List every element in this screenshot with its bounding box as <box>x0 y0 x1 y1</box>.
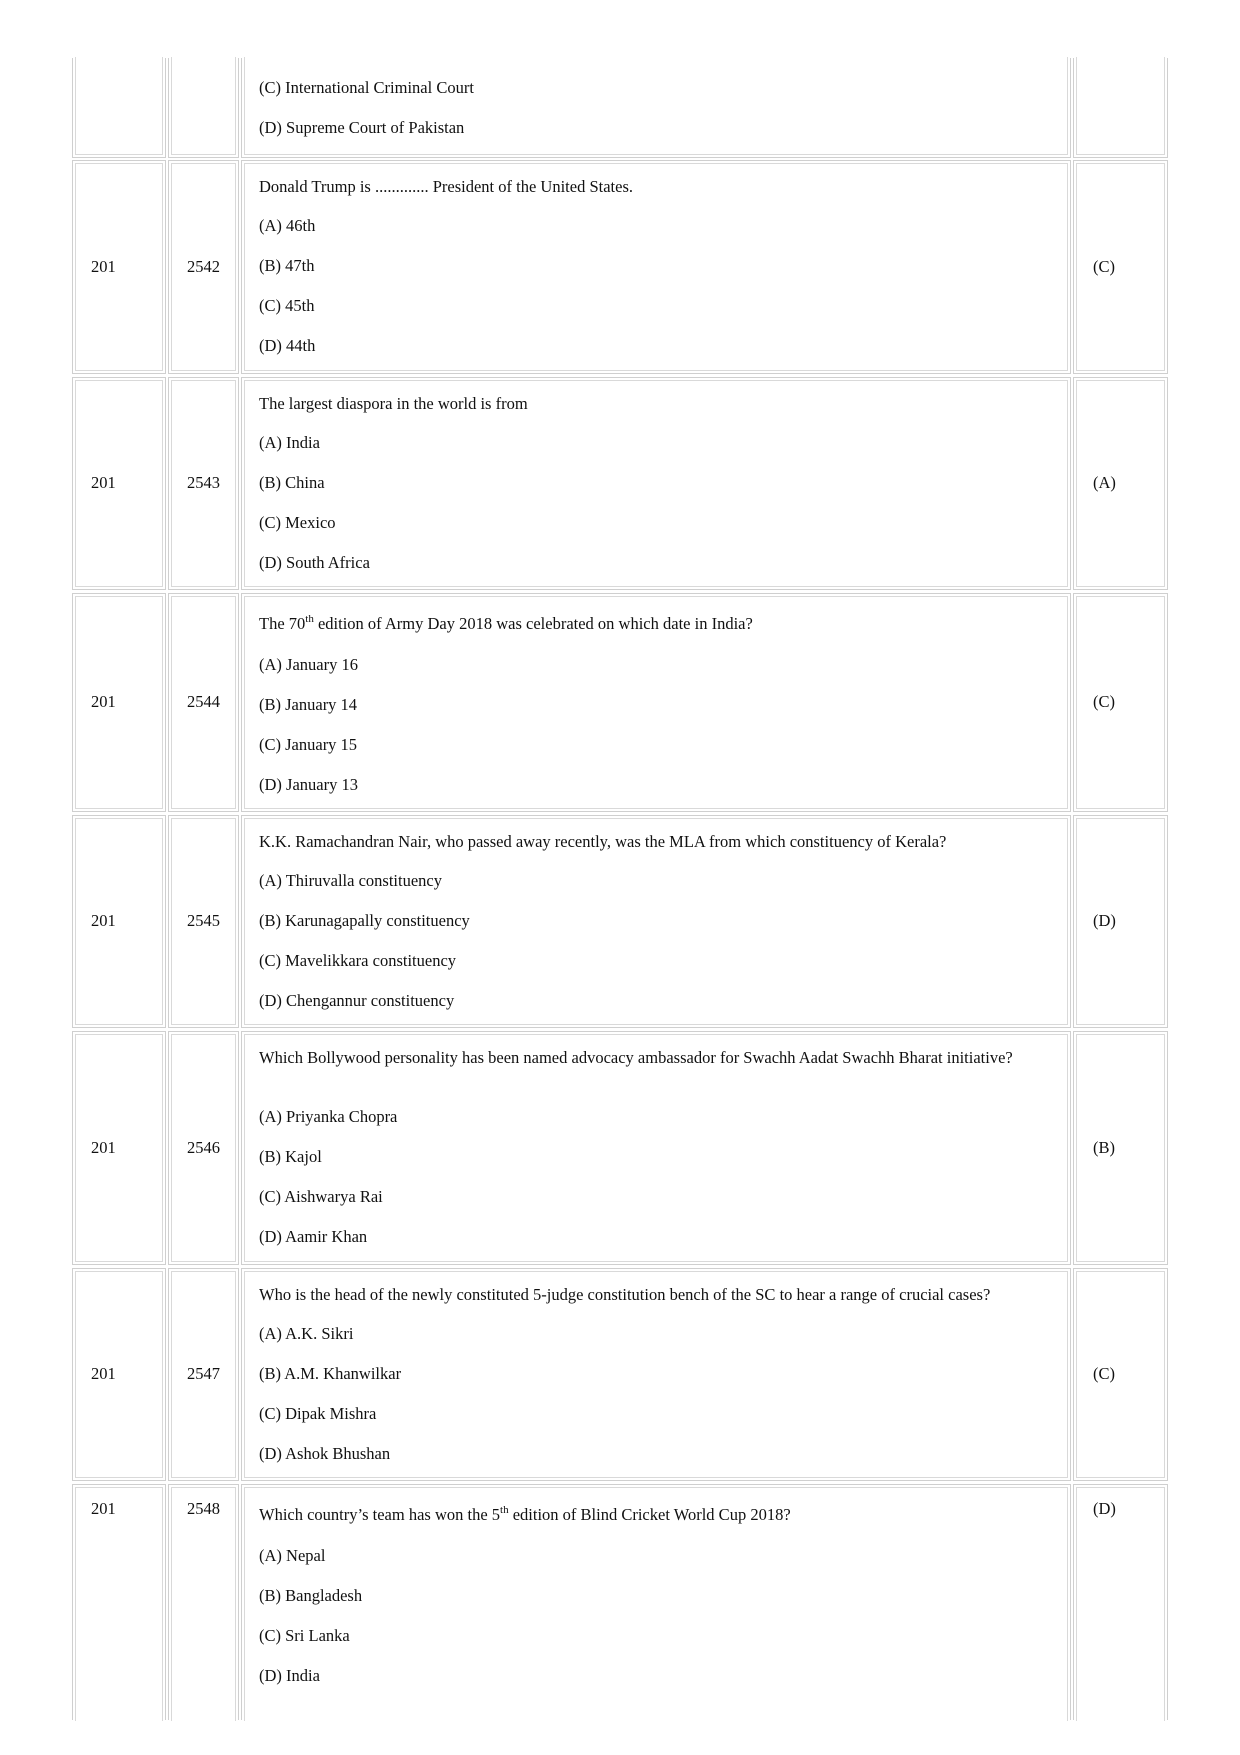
cell-question-number <box>168 593 239 812</box>
cell-answer <box>1073 815 1168 1028</box>
question-text: Who is the head of the newly constituted 5-judge constitution bench of the SC to hear a range of crucial cases? <box>259 1285 991 1304</box>
option-a: (A) Priyanka Chopra <box>259 1107 398 1126</box>
cell-question-number <box>168 58 239 158</box>
answer-value: (A) <box>1093 473 1116 492</box>
option-a: (A) Thiruvalla constituency <box>259 871 442 890</box>
cell-answer <box>1073 160 1168 374</box>
cell-answer <box>1073 58 1168 158</box>
question-number: 2543 <box>187 473 220 492</box>
option-c: (C) Mexico <box>259 513 336 532</box>
cell-code <box>72 377 166 590</box>
option-b: (B) Bangladesh <box>259 1586 363 1605</box>
cell-code <box>72 1031 166 1265</box>
code-value: 201 <box>91 1364 116 1383</box>
cell-answer <box>1073 1484 1168 1720</box>
question-number: 2544 <box>187 692 220 711</box>
option-c: (C) Mavelikkara constituency <box>259 951 457 970</box>
question-number: 2545 <box>187 911 220 930</box>
option-b: (B) Karunagapally constituency <box>259 911 470 930</box>
question-number: 2542 <box>187 257 220 276</box>
cell-question <box>241 593 1071 812</box>
cell-question-number <box>168 1031 239 1265</box>
option-d: (D) South Africa <box>259 553 370 572</box>
cell-code <box>72 1268 166 1481</box>
option-c: (C) Aishwarya Rai <box>259 1187 383 1206</box>
code-value: 201 <box>91 911 116 930</box>
cell-answer <box>1073 377 1168 590</box>
option-c: (C) International Criminal Court <box>259 78 474 97</box>
ordinal-superscript: th <box>500 1503 509 1516</box>
question-text: Which country’s team has won the 5th edition of Blind Cricket World Cup 2018? <box>259 1503 791 1524</box>
cell-question <box>241 815 1071 1028</box>
cell-question-number <box>168 160 239 374</box>
cell-question-number <box>168 815 239 1028</box>
answer-value: (C) <box>1093 692 1115 711</box>
cell-code <box>72 593 166 812</box>
answer-value: (D) <box>1093 1499 1116 1518</box>
answer-value: (B) <box>1093 1138 1115 1157</box>
cell-question-number <box>168 1268 239 1481</box>
question-text: Donald Trump is ............. President of the United States. <box>259 177 633 196</box>
option-a: (A) January 16 <box>259 655 358 674</box>
option-c: (C) 45th <box>259 296 315 315</box>
cell-answer <box>1073 1268 1168 1481</box>
code-value: 201 <box>91 257 116 276</box>
code-value: 201 <box>91 692 116 711</box>
cell-code <box>72 160 166 374</box>
code-value: 201 <box>91 473 116 492</box>
option-d: (D) 44th <box>259 336 316 355</box>
option-d: (D) India <box>259 1666 320 1685</box>
cell-answer <box>1073 1031 1168 1265</box>
cell-question <box>241 160 1071 374</box>
question-text: Which Bollywood personality has been named advocacy ambassador for Swachh Aadat Swachh Bharat initiative? <box>259 1048 1013 1067</box>
cell-code <box>72 815 166 1028</box>
cell-question <box>241 1031 1071 1265</box>
option-b: (B) 47th <box>259 256 315 275</box>
question-text: The 70th edition of Army Day 2018 was celebrated on which date in India? <box>259 612 753 633</box>
answer-value: (C) <box>1093 257 1115 276</box>
code-value: 201 <box>91 1138 116 1157</box>
option-a: (A) India <box>259 433 320 452</box>
answer-value: (D) <box>1093 911 1116 930</box>
option-b: (B) Kajol <box>259 1147 322 1166</box>
option-d: (D) Supreme Court of Pakistan <box>259 118 465 137</box>
option-d: (D) January 13 <box>259 775 358 794</box>
cell-code <box>72 58 166 158</box>
cell-code <box>72 1484 166 1720</box>
cell-question-number <box>168 1484 239 1720</box>
option-c: (C) Sri Lanka <box>259 1626 350 1645</box>
cell-question <box>241 1268 1071 1481</box>
cell-question-number <box>168 377 239 590</box>
option-d: (D) Aamir Khan <box>259 1227 368 1246</box>
question-number: 2546 <box>187 1138 220 1157</box>
option-d: (D) Ashok Bhushan <box>259 1444 391 1463</box>
question-number: 2548 <box>187 1499 220 1518</box>
cell-question <box>241 58 1071 158</box>
cell-answer <box>1073 593 1168 812</box>
option-b: (B) January 14 <box>259 695 358 714</box>
option-d: (D) Chengannur constituency <box>259 991 455 1010</box>
cell-question <box>241 377 1071 590</box>
option-a: (A) Nepal <box>259 1546 326 1565</box>
question-number: 2547 <box>187 1364 220 1383</box>
option-a: (A) 46th <box>259 216 316 235</box>
option-b: (B) A.M. Khanwilkar <box>259 1364 402 1383</box>
answer-value: (C) <box>1093 1364 1115 1383</box>
option-a: (A) A.K. Sikri <box>259 1324 354 1343</box>
question-text: The largest diaspora in the world is from <box>259 394 528 413</box>
ordinal-superscript: th <box>305 612 314 625</box>
cell-question <box>241 1484 1071 1720</box>
option-b: (B) China <box>259 473 325 492</box>
code-value: 201 <box>91 1499 116 1518</box>
option-c: (C) Dipak Mishra <box>259 1404 377 1423</box>
question-text: K.K. Ramachandran Nair, who passed away recently, was the MLA from which constituency of Kerala? <box>259 832 947 851</box>
option-c: (C) January 15 <box>259 735 358 754</box>
